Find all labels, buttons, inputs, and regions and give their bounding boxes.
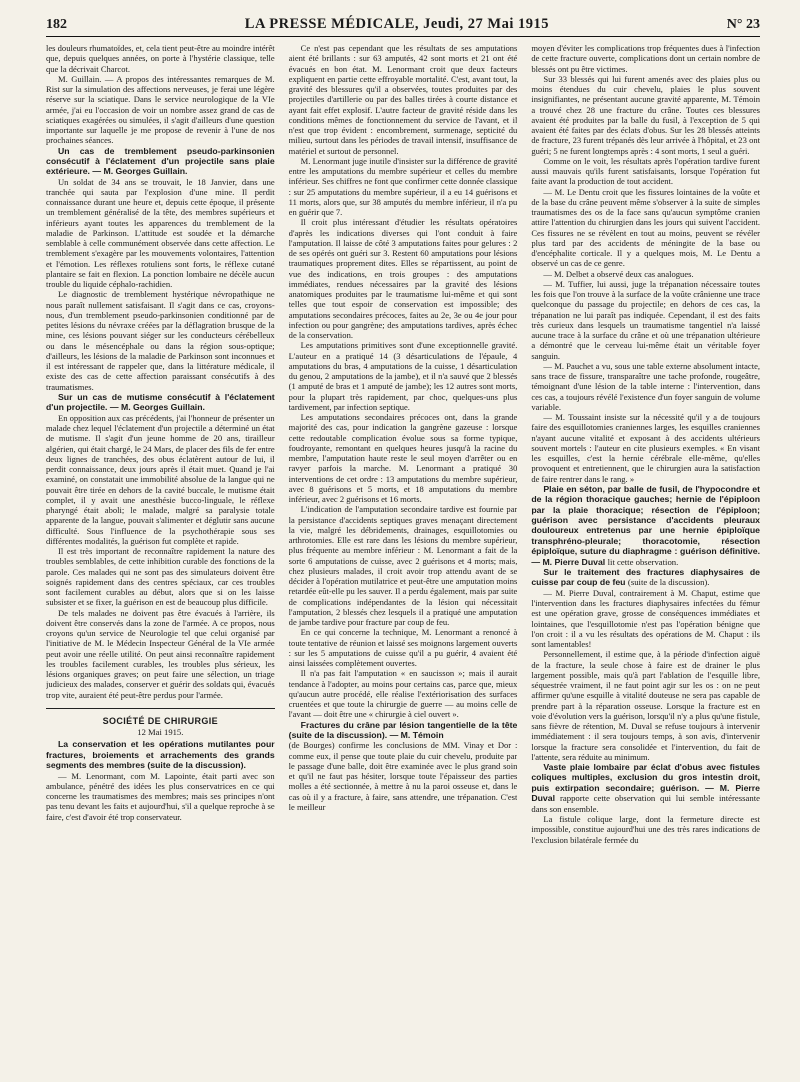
paragraph: Les amputations primitives sont d'une exceptionnelle gravité. L'auteur en a pratiqué 14 (3 désarticulations de l'épaule, 4 amputations du bras, 4 amputations de la cuisse, 1 désarticulation du genou, 2 amputations de la jambe), et il n'a sauvé que 2 blessés (1 amputé de bras et 1 amputé de jambe); les 12 autres sont morts, pour la plupart très rapidement, par choc, quelques-uns plus tardivement, par infection septique. (288, 340, 518, 412)
column-1 (46, 43, 275, 1079)
heading-text: Vaste plaie lombaire par éclat d'obus avec fistules coliques multiples, exclusion du gros intestin droit, puis extirpation secondaire; guérison. — M. Pierre Duval (531, 762, 761, 804)
page-number: 182 (46, 17, 67, 32)
section-heading: La conservation et les opérations mutilantes pour fractures, broiements et arrachements des grands segments des membres (suite de la discussion). (46, 739, 275, 771)
paragraph: M. Guillain. — A propos des intéressantes remarques de M. Rist sur la simulation des affections nerveuses, je ferai une légère réserve sur la sciatique. Dans le service neurologique de la VIe armée, j'ai eu l'occasion de voir un nombre assez grand de cas de sciatiques exagérées ou simulées, il s'agit d'ailleurs d'une question importante sur laquelle je me propose de revenir à l'une de nos prochaines séances. (46, 73, 275, 146)
paragraph: La fistule colique large, dont la fermeture directe est impossible, constitue aujourd'hui une des très rares indications de l'exclusion bilatérale fermée du (531, 814, 761, 845)
issue-number: N° 23 (726, 17, 760, 32)
text-columns (46, 43, 760, 1079)
heading-tail: lit cette observation. (607, 556, 679, 567)
paragraph: les douleurs rhumatoïdes, et, cela tient peut-être au moindre intérêt que, depuis quelques années, on porte à l'hystérie classique, telle que la décrivait Charcot. (46, 43, 275, 74)
paragraph: Les amputations secondaires précoces ont, dans la grande majorité des cas, pour indication la gangrène gazeuse : lorsque cette redoutable complication évolue sous sa forme typique, foudroyante, remontant en quelques heures jusqu'à la racine du membre, l'amputation haute reste le seul moyen d'arrêter ou en ravyer parfois la marche. M. Lenormant a pratiqué 30 interventions de cet ordre : 13 amputations du membre supérieur, avec 8 guérisons et 5 morts, et 18 amputations du membre inférieur, avec 2 guérisons et 16 morts. (288, 412, 518, 504)
paragraph: Comme on le voit, les résultats après l'opération tardive furent aussi mauvais qu'ils furent satisfaisants, lorsque l'opération fut faite avant la production de tout accident. (531, 155, 761, 187)
column-3 (531, 43, 760, 1079)
paragraph: En ce qui concerne la technique, M. Lenormant a renoncé à toute tentative de réunion et laissé ses moignons largement ouverts : sur les 5 amputations de cuisse qu'il a pu guérir, 4 avaient été ainsi laissées complètement ouvertes. (288, 627, 518, 668)
paragraph: — M. Lenormant, com M. Lapointe, était parti avec son ambulance, pénétré des idées les plus conservatrices en ce qui concerne les traumatismes des membres; mais ses principes n'ont pas tenu devant les faits et aujourd'hui, s'il a quelque reproche à se faire, c'est d'avoir été trop conservateur. (46, 770, 275, 822)
paragraph: Sur 33 blessés qui lui furent amenés avec des plaies plus ou moins étendues du cuir chevelu, plaies le plus souvent insignifiantes, ne présentant aucune gravité apparente, M. Témoin a trouvé chez 28 une fracture du crâne. Toutes ces blessures avaient été produites par la balle du fusil, à l'exception de 5 qui avaient été faites par des éclats d'obus. Sur les 28 blessés atteints de fracture, 23 furent trépanés dès leur arrivée à l'hôpital, et 23 ont guéri; 5 ne furent longtemps après : 4 sont morts, 1 seul a guéri. (531, 73, 761, 156)
paragraph: Personnellement, il estime que, à la période d'infection aiguë de la fracture, la seule chose à faire est de drainer le plus largement possible, mais qu'à part l'ablation de l'esquille libre, séquestrée vraiment, il ne faut point agir sur les os : on ne peut affirmer qu'une esquille à vitalité douteuse ne sera pas capable de prendre part à la réparation osseuse. Lorsque la fracture est en voie d'évolution vers la guérison, lorsqu'il n'y a plus qu'une fistule, sans fièvre de rétention, M. Duval se refuse toujours à intervenir immédiatement : il sera toujours temps, à son avis, d'intervenir lorsque la fracture sera consolidée et l'intervention, du fait de l'attente, sera réduite au minimum. (531, 649, 761, 762)
paragraph: — M. Pierre Duval, contrairement à M. Chaput, estime que l'intervention dans les fractures diaphysaires infectées du fémur est une opération grave, grosse de conséquences immédiates et lointaines, que l'esquillotomie n'est pas l'opération bénigne que l'on croit : il a vu les résultats des opérations de M. Chaput : ils sont lamentables! (531, 587, 761, 650)
divider (46, 708, 275, 709)
section-heading (531, 762, 760, 814)
society-date: 12 Mai 1915. (137, 727, 184, 738)
paragraph: moyen d'éviter les complications trop fréquentes dues à l'infection de cette fracture ouverte, complications dont un certain nombre de blessés ont pu être victimes. (531, 43, 761, 74)
paragraph: Un soldat de 34 ans se trouvait, le 18 Janvier, dans une tranchée qui sauta par l'explosion d'une mine. Il perdit connaissance durant une heure et, depuis cette époque, il présente un tremblement généralisé de la tête, des membres supérieurs et inférieurs ayant toutes les apparences du tremblement de la maladie de Parkinson. L'attitude est soudée et la démarche semblable à celle communément observée dans cette affection. Le tremblement s'exagère par les mouvements volontaires, l'attention et l'émotion. Les réflexes rotuliens sont forts, le réflexe cutané plantaire se fait en flexion. La ponction lombaire ne décèle aucun trouble du liquide céphalo-rachidien. (46, 176, 275, 290)
journal-title: LA PRESSE MÉDICALE, Jeudi, 27 Mai 1915 (244, 16, 549, 32)
paragraph: (de Bourges) confirme les conclusions de MM. Vinay et Dor : comme eux, il pense que toute plaie du cuir chevelu, produite par le passage d'une balle, doit être examinée avec le plus grand soin et qu'il ne faut pas hésiter, lorsque toute l'épaisseur des parties molles a été sectionnée, à mettre à nu la paroi osseuse et, dans le cas où il y a fracture, à faire, sans attendre, une trépanation. C'est le meilleur (288, 740, 518, 812)
heading-text: Sur le traitement des fractures diaphysaires de cuisse par coup de feu (531, 567, 761, 588)
heading-tail: rapporte cette observation qui lui semble intéressante dans son ensemble. (531, 793, 761, 814)
section-heading (531, 484, 760, 567)
page-header (46, 16, 760, 37)
paragraph: Il croit plus intéressant d'étudier les résultats opératoires d'après les indications diverses qui l'ont conduit à faire l'amputation. Il laisse de côté 3 amputations faites pour gelures : 2 de ses opérés ont guéri sur 3. Restent 60 amputations pour lésions traumatiques proprement dites. Elles se répartissent, au point de vue des indications, en trois groupes : des amputations immédiates, rendues nécessaires par la gravité des lésions anatomiques produites par le traumatisme lui-même et qui sont telles que tout espoir de conservation est impossible; des amputations secondaires précoces, faites au 2e, 3e ou 4e jour pour infection ou pour gangrène; des amputations tardives, après échec de la conservation. (288, 217, 518, 340)
society-title: SOCIÉTÉ DE CHIRURGIE (102, 715, 219, 726)
paragraph: — M. Delbet a observé deux cas analogues. (543, 268, 694, 279)
section-heading (531, 567, 760, 588)
paragraph: — M. Pauchet a vu, sous une table externe absolument intacte, sans trace de fissure, transparaître une tache profonde, rougeâtre, témoignant d'une lésion de la table interne : l'intervention, dans ces cas, a toujours révélé l'existence d'un foyer sanguin de volume variable. (531, 360, 761, 412)
paragraph: Il est très important de reconnaître rapidement la nature des troubles semblables, de cette inhibition curable des fonctions de la parole. Ces malades qui ne sont pas des simulateurs doivent être soignés rapidement dans des centres spéciaux, car ces troubles sont facilement curables au début, alors que si on les laisse subsister et se fixer, la guérison en est de beaucoup plus difficile. (46, 546, 275, 608)
heading-text: Plaie en séton, par balle de fusil, de l'hypocondre et de la région thoracique gauches; hernie de l'épiploon par la plaie thoracique; résection de l'épiploon; guérison avec persistance d'accidents pleuraux douloureux entretenus par une hernie épiploïque transphréno-pleurale; thoracotomie, résection épiploïque, suture du diaphragme : guérison définitive. — M. Pierre Duval (531, 483, 761, 567)
paragraph: En opposition aux cas précédents, j'ai l'honneur de présenter un malade chez lequel l'éclatement d'un projectile a déterminé un état de mutisme. Il s'agit d'un jeune homme de 20 ans, tirailleur algérien, qui était chargé, le 24 Mars, de placer des fils de fer entre deux lignes de tranchées, des obus éclatèrent autour de lui, il perdit connaissance, deux jours après il était muet. Quand je l'ai examiné, on constatait une immobilité absolue de la langue qui ne pouvait être tirée en dehors de la cavité buccale, le mutisme était complet, il y avait une anesthésie bucco-linguale, le réflexe pharyngé était aboli; le malade, malgré sa paralysie totale apparente de la langue, pouvait s'alimenter et déglutir sans aucune difficulté. Sous l'influence de la psychothérapie sous ses différentes modalités, la guérison fut complète et rapide. (46, 412, 275, 546)
paragraph: — M. Toussaint insiste sur la nécessité qu'il y a de toujours faire des esquillotomies craniennes larges, les esquilles craniennes n'ayant aucune vitalité et exposant à des accidents ultérieurs souvent mortels : l'auteur en cite plusieurs exemples. « En visant les esquilles, c'est la hernie cérébrale elle-même, qu'elles provoquent et entretiennent, que le chirurgien aura la satisfaction de faire rentrer dans le rang. » (531, 412, 761, 484)
paragraph: Le diagnostic de tremblement hystérique névropathique ne nous paraît nullement satisfaisant. Il s'agit dans ce cas, croyons-nous, d'un tremblement pseudo-parkinsonien conditionné par de petites lésions du névraxe créées par la déflagration brusque de la mine, ces lésions pouvant siéger sur les conducteurs cérébelleux ou dans le mésencéphale ou dans la région sous-optique; d'ailleurs, les lésions de la maladie de Parkinson sont inconnues et il est intéressant de rappeler que, dans la littérature médicale, il existe des cas de cette affection paraissant consécutifs à des traumatismes. (46, 289, 275, 392)
section-heading: Fractures du crâne par lésion tangentielle de la tête (suite de la discussion). — M. Témoin (288, 719, 518, 740)
section-heading: Un cas de tremblement pseudo-parkinsonien consécutif à l'éclatement d'un projectile sans plaie extérieure. — M. Georges Guillain. (46, 145, 275, 177)
column-2 (289, 43, 518, 1079)
paragraph: L'indication de l'amputation secondaire tardive est fournie par la persistance d'accidents septiques graves menaçant directement la vie, malgré les débridements, drainages, esquillotomies ou arthrotomies. Elle est rare dans les lésions du membre supérieur, plus fréquente au membre inférieur : M. Lenormant a fait de la sorte 6 amputations de cuisse, avec 2 guérisons et 4 morts; mais, chez plusieurs malades, il croit avoir trop attendu avant de se décider à l'opération mutilatrice et peut-être une amputation moins retardée eût-elle pu les sauver. Il a perdu également, mais par suite de complications indépendantes de la lésion qui nécessitait l'amputation, 2 blessés chez lesquels il a pratiqué une amputation de jambe tardive pour fracture par coup de feu. (288, 504, 518, 627)
paragraph: Ce n'est pas cependant que les résultats de ses amputations aient été brillants : sur 63 amputés, 42 sont morts et 21 ont été évacués en bon état. M. Lenormant croit que deux facteurs expliquent en partie cette effroyable mortalité. C'est, avant tout, la gravité des blessures qu'il a observées, toutes produites par des projectiles d'artillerie ou par des balles tirées à courte distance et ayant fait effet explosif. L'autre facteur de gravité réside dans les conditions mêmes de fonctionnement du service de l'avant, et il n'est que trop évident : encombrement, surmenage, septicité du milieu, surtout dans les périodes de travail intensif, insuffisance de matériel et surtout de personnel. (288, 43, 518, 156)
paragraph: Il n'a pas fait l'amputation « en saucisson »; mais il aurait tendance à l'adopter, au moins pour certains cas, parce que, mieux qu'aucun autre procédé, elle réalise l'extériorisation des surfaces cruentées et que toute la chirurgie de guerre — au moins celle de l'avant — doit être une « chirurgie à ciel ouvert ». (288, 668, 518, 720)
section-heading: Sur un cas de mutisme consécutif à l'éclatement d'un projectile. — M. Georges Guillain. (46, 391, 275, 413)
paragraph: — M. Le Dentu croit que les fissures lointaines de la voûte et de la base du crâne peuvent même s'observer à la suite de simples traumatismes des os de la face sans qu'aucun symptôme cranien attire l'attention du chirurgien dans les jours qui suivent l'accident. Ces fissures ne se révèlent en tout au moins, peuvent se révéler plus tard par des accidents de méningite de la base ou d'encéphalite corticale. Il y a quelques mois, M. Le Dentu a observé un cas de ce genre. (531, 186, 761, 269)
heading-tail: (suite de la discussion). (627, 577, 710, 588)
paragraph: M. Lenormant juge inutile d'insister sur la différence de gravité entre les amputations du membre supérieur et celles du membre inférieur. Ses chiffres ne font que confirmer cette donnée classique : sur 25 amputations du membre supérieur, il a eu 14 guérisons et 11 morts, alors que, sur 38 amputés du membre inférieur, il n'a pu en guérir que 7. (288, 155, 518, 217)
paragraph: De tels malades ne doivent pas être évacués à l'arrière, ils doivent être conservés dans la zone de l'armée. A ce propos, nous croyons qu'un service de Neurologie tel que celui organisé par l'initiative de M. le Médecin Inspecteur Général de la VIe armée peut avoir une réelle utilité. On peut ainsi reconnaître rapidement les troubles facilement curables, les troubles plus sérieux, les lésions organiques graves; on peut faire une sélection, un triage judicieux des malades, conserver et guérir des soldats qui, évacués trop vite, auraient été peut-être perdus pour l'armée. (46, 607, 275, 700)
paragraph: — M. Tuffier, lui aussi, juge la trépanation nécessaire toutes les fois que l'on trouve à la surface de la voûte crânienne une trace quelconque du passage du projectile; en dehors de ces cas, la trépanation ne lui paraît pas indiquée. Cependant, il est des faits très curieux dans lesquels un traumatisme tangentiel n'a laissé aucune trace à la surface du crâne et où une trépanation ultérieure a démontré que le cerveau lui-même était un véritable foyer sanguin. (531, 278, 761, 361)
